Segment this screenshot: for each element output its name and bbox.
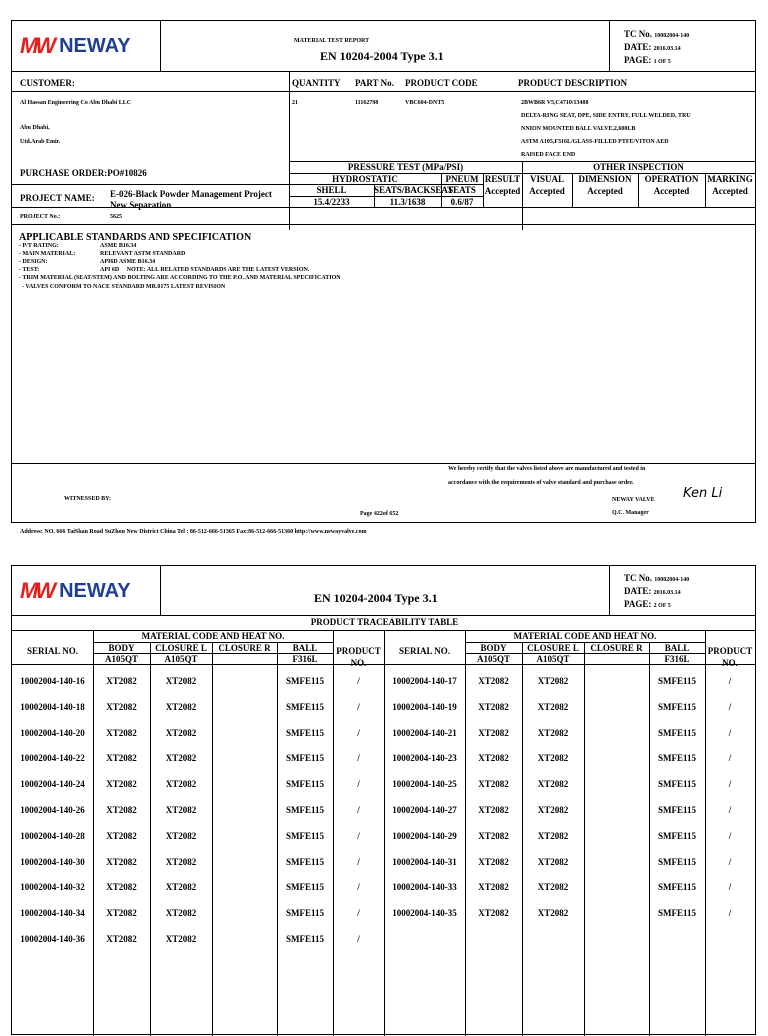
table-cell-serial: 10002004-140-26 (20, 805, 85, 815)
table-cell-product: / (728, 676, 732, 686)
table-cell-product: / (357, 805, 360, 815)
table-cell-body: XT2082 (106, 856, 137, 867)
result-value: Accepted (484, 186, 521, 196)
table-cell-product: / (357, 934, 360, 944)
project-name-line-2: New Separation (110, 200, 172, 210)
table-cell-ball: SMFE115 (285, 779, 324, 790)
visual-value: Accepted (529, 186, 565, 196)
neway-logo (20, 29, 131, 63)
table-cell-closure-l: XT2082 (165, 753, 197, 764)
column-material-closure-l-left: A105QT (164, 654, 198, 664)
column-header-body-left: BODY (108, 643, 135, 653)
product-description-line-4: ASTM A105,F316L/GLASS-FILLED PTFE/VITON AED (521, 139, 669, 145)
spec-rating-value: ASME B16.34 (100, 243, 137, 249)
table-cell-ball: SMFE115 (657, 908, 696, 919)
table-cell-product: / (728, 856, 732, 867)
table-cell-serial: 10002004-140-28 (20, 830, 85, 841)
table-cell-ball: SMFE115 (285, 676, 324, 686)
table-cell-ball: SMFE115 (285, 805, 324, 815)
table-cell-ball: SMFE115 (657, 727, 696, 738)
result-label: RESULT (484, 174, 521, 184)
table-cell-product: / (728, 753, 732, 764)
table-cell-body: XT2082 (478, 856, 509, 867)
table-cell-serial: 10002004-140-22 (20, 753, 85, 764)
product-code-label: PRODUCT CODE (405, 78, 478, 88)
table-cell-closure-l: XT2082 (537, 753, 569, 764)
column-header-closure-l-left: CLOSURE L (155, 643, 207, 653)
company-address: Address: NO. 666 TaiShan Road SuZhou New District China Tel : 86-512-666-51365 Fax:86-512-666-51360 http://www.newayvalve.com (20, 529, 367, 535)
serial-no-header-left: SERIAL NO. (26, 646, 79, 656)
table-cell-serial: 10002004-140-20 (20, 727, 85, 738)
product-no-header-left: NO. (350, 658, 367, 668)
table-cell-ball: SMFE115 (657, 882, 696, 893)
table-cell-body: XT2082 (478, 753, 509, 764)
spec-test-value: API 6D NOTE: ALL RELATED STANDARDS ARE THE LATEST VERSION. (100, 267, 310, 273)
seats-backseat-label: SEATS/BACKSEAT (374, 185, 454, 195)
table-cell-serial: 10002004-140-18 (20, 701, 85, 712)
table-cell-ball: SMFE115 (285, 830, 324, 841)
table-cell-serial: 10002004-140-33 (392, 882, 457, 893)
table-cell-product: / (728, 727, 732, 738)
spec-test-label: - TEST: (19, 267, 40, 273)
report-standard: EN 10204-2004 Type 3.1 (314, 591, 438, 605)
page-number: PAGE: 2 OF 5 (624, 599, 671, 609)
table-cell-ball: SMFE115 (285, 753, 324, 764)
product-no-header-right: NO. (722, 658, 738, 668)
spec-nace-line: - VALVES CONFORM TO NACE STANDARD MR.0175 LATEST REVISION (19, 284, 226, 290)
column-material-ball-left: F316L (292, 654, 318, 664)
spec-trim-line: - TRIM MATERIAL (SEAT/STEM) AND BOLTING ARE ACCORDING TO THE P.O. AND MATERIAL SPECIFICATION (19, 275, 341, 281)
table-cell-serial: 10002004-140-30 (20, 856, 85, 867)
table-cell-serial: 10002004-140-25 (392, 779, 457, 790)
table-cell-ball: SMFE115 (657, 676, 696, 686)
table-cell-serial: 10002004-140-19 (392, 701, 457, 712)
customer-label: CUSTOMER: (20, 78, 75, 88)
project-name-line-1: E-026-Black Powder Management Project (110, 189, 272, 199)
table-cell-ball: SMFE115 (657, 701, 696, 712)
table-cell-product: / (728, 779, 732, 790)
table-cell-product: / (728, 805, 732, 815)
product-description-line-5: RAISED FACE END (521, 152, 576, 158)
product-description-line-2: DELTA-RING SEAT, DPE, SIDE ENTRY, FULL WELDED, TRU (521, 113, 691, 119)
table-cell-serial: 10002004-140-27 (392, 805, 457, 815)
neway-logo-mark: MW (20, 578, 54, 603)
table-cell-closure-l: XT2082 (165, 727, 197, 738)
report-standard: EN 10204-2004 Type 3.1 (320, 49, 444, 63)
table-cell-body: XT2082 (106, 882, 137, 893)
table-cell-body: XT2082 (106, 753, 137, 764)
product-description-line-1: 2BWB6R V5,C4710/13488 (521, 100, 589, 106)
table-cell-closure-l: XT2082 (165, 934, 197, 944)
project-no-label: PROJECT No.: (20, 214, 61, 220)
material-code-header-left: MATERIAL CODE AND HEAT NO. (141, 631, 285, 641)
table-cell-serial: 10002004-140-23 (392, 753, 457, 764)
table-cell-body: XT2082 (106, 779, 137, 790)
table-cell-ball: SMFE115 (657, 753, 696, 764)
table-cell-product: / (728, 882, 732, 893)
table-cell-product: / (357, 779, 360, 790)
table-cell-ball: SMFE115 (657, 830, 696, 841)
table-cell-ball: SMFE115 (285, 701, 324, 712)
table-cell-serial: 10002004-140-21 (392, 727, 457, 738)
table-cell-product: / (357, 701, 360, 712)
table-cell-product: / (357, 882, 360, 893)
table-cell-serial: 10002004-140-17 (392, 676, 457, 686)
table-cell-ball: SMFE115 (285, 882, 324, 893)
table-cell-body: XT2082 (478, 830, 509, 841)
spec-design-value: API6D ASME B16.34 (100, 259, 156, 265)
visual-label: VISUAL (529, 174, 564, 184)
dimension-label: DIMENSION (578, 174, 632, 184)
table-cell-product: / (357, 830, 360, 841)
project-name-label: PROJECT NAME: (20, 193, 95, 203)
table-cell-closure-l: XT2082 (537, 779, 569, 790)
qc-signature: Ken Li (683, 486, 723, 501)
seats-label: SEATS (448, 185, 476, 195)
table-cell-product: / (357, 753, 360, 764)
table-cell-serial: 10002004-140-16 (20, 676, 85, 686)
page-footer: Page 422of 652 (360, 511, 399, 517)
operation-label: OPERATION (644, 174, 699, 184)
table-cell-ball: SMFE115 (285, 727, 324, 738)
traceability-table-title: PRODUCT TRACEABILITY TABLE (310, 617, 459, 627)
purchase-order: PURCHASE ORDER:PO#10826 (20, 168, 147, 178)
traceability-table (12, 630, 755, 1036)
report-date: DATE: 2016.03.14 (624, 42, 681, 52)
pressure-test-label: PRESSURE TEST (MPa/PSI) (347, 162, 464, 172)
project-no-value: 5625 (110, 214, 122, 220)
table-cell-closure-l: XT2082 (537, 676, 569, 686)
shell-value: 15.4/2233 (313, 197, 350, 207)
company-name: NEWAY VALVE (612, 497, 655, 503)
product-description-label: PRODUCT DESCRIPTION (518, 78, 628, 88)
dimension-value: Accepted (587, 186, 623, 196)
table-cell-closure-l: XT2082 (537, 830, 569, 841)
table-cell-product: / (357, 856, 360, 867)
table-cell-ball: SMFE115 (285, 934, 324, 944)
table-cell-body: XT2082 (478, 882, 509, 893)
table-cell-ball: SMFE115 (657, 856, 696, 867)
table-cell-product: / (357, 676, 360, 686)
table-cell-closure-l: XT2082 (537, 882, 569, 893)
table-cell-closure-l: XT2082 (537, 856, 569, 867)
table-cell-body: XT2082 (106, 830, 137, 841)
product-code-value: VBC604-DNT5 (405, 100, 445, 106)
table-cell-body: XT2082 (106, 934, 137, 944)
part-no-value: 11162798 (355, 100, 379, 106)
table-cell-closure-l: XT2082 (165, 701, 197, 712)
part-no-label: PART No. (355, 78, 394, 88)
tc-no: TC No. 10002004-140 (624, 573, 690, 583)
product-header-left: PRODUCT (336, 646, 381, 656)
product-header-right: PRODUCT (707, 646, 753, 656)
quantity-label: QUANTITY (292, 78, 341, 88)
table-cell-closure-l: XT2082 (537, 908, 569, 919)
certify-line-1: We hereby certify that the valves listed above are manufactured and tested in (448, 466, 646, 472)
operation-value: Accepted (653, 186, 690, 196)
table-cell-closure-l: XT2082 (537, 727, 569, 738)
table-cell-closure-l: XT2082 (165, 830, 197, 841)
table-cell-product: / (357, 727, 360, 738)
table-cell-closure-l: XT2082 (165, 779, 197, 790)
marking-label: MARKING (707, 174, 753, 184)
table-cell-body: XT2082 (106, 727, 137, 738)
customer-country: Utd.Arab Emir. (20, 139, 61, 145)
table-cell-closure-l: XT2082 (165, 882, 197, 893)
table-cell-product: / (728, 701, 732, 712)
table-cell-body: XT2082 (478, 908, 509, 919)
table-cell-closure-l: XT2082 (537, 805, 569, 815)
table-cell-body: XT2082 (106, 701, 137, 712)
quantity-value: 21 (292, 100, 298, 106)
shell-label: SHELL (316, 185, 347, 195)
report-date: DATE: 2016.03.14 (624, 586, 681, 596)
table-cell-product: / (728, 908, 732, 919)
column-header-ball-right: BALL (664, 643, 690, 653)
spec-material-value: RELEVANT ASTM STANDARD (100, 251, 186, 257)
neway-logo-word: NEWAY (59, 579, 131, 602)
report-page-1 (11, 20, 756, 523)
spec-design-label: - DESIGN: (19, 259, 48, 265)
column-material-body-left: A105QT (104, 654, 138, 664)
witnessed-by-label: WITNESSED BY: (64, 496, 111, 502)
column-header-closure-l-right: CLOSURE L (527, 643, 579, 653)
marking-value: Accepted (712, 186, 748, 196)
table-cell-serial: 10002004-140-36 (20, 934, 85, 944)
table-cell-product: / (357, 908, 360, 919)
column-material-ball-right: F316L (664, 654, 690, 664)
column-header-closure-r-left: CLOSURE R (218, 643, 271, 653)
table-cell-ball: SMFE115 (285, 908, 324, 919)
neway-logo-mark: MW (20, 33, 54, 58)
hydrostatic-label: HYDROSTATIC (332, 174, 398, 184)
table-cell-serial: 10002004-140-34 (20, 908, 85, 919)
table-cell-body: XT2082 (478, 779, 509, 790)
spec-rating-label: - P/T RATING: (19, 243, 59, 249)
column-material-body-right: A105QT (476, 654, 510, 664)
qc-manager-label: Q.C. Manager (612, 510, 649, 516)
table-cell-serial: 10002004-140-32 (20, 882, 85, 893)
column-header-ball-left: BALL (292, 643, 318, 653)
table-cell-closure-l: XT2082 (537, 701, 569, 712)
table-cell-serial: 10002004-140-24 (20, 779, 85, 790)
table-cell-body: XT2082 (106, 908, 137, 919)
table-cell-body: XT2082 (106, 676, 137, 686)
table-cell-closure-l: XT2082 (165, 676, 197, 686)
pneum-label: PNEUM (445, 174, 479, 184)
table-cell-closure-l: XT2082 (165, 856, 197, 867)
table-cell-body: XT2082 (478, 727, 509, 738)
column-header-body-right: BODY (480, 643, 507, 653)
table-cell-body: XT2082 (478, 676, 509, 686)
table-cell-ball: SMFE115 (657, 779, 696, 790)
seats-value: 0.6/87 (450, 197, 474, 207)
report-label: MATERIAL TEST REPORT (294, 38, 370, 44)
certify-line-2: accordance with the requirements of valve standard and purchase order. (448, 480, 634, 486)
standards-title: APPLICABLE STANDARDS AND SPECIFICATION (19, 232, 252, 243)
table-cell-body: XT2082 (478, 805, 509, 815)
serial-no-header-right: SERIAL NO. (398, 646, 451, 656)
material-code-header-right: MATERIAL CODE AND HEAT NO. (513, 631, 657, 641)
table-cell-ball: SMFE115 (657, 805, 696, 815)
report-page-2 (11, 565, 756, 1035)
table-cell-product: / (728, 830, 732, 841)
table-cell-serial: 10002004-140-31 (392, 856, 457, 867)
other-inspection-label: OTHER INSPECTION (593, 162, 684, 172)
tc-no: TC No. 10002004-140 (624, 29, 690, 39)
table-cell-serial: 10002004-140-35 (392, 908, 457, 919)
column-header-closure-r-right: CLOSURE R (590, 643, 643, 653)
neway-logo (20, 574, 131, 608)
table-cell-body: XT2082 (478, 701, 509, 712)
table-cell-closure-l: XT2082 (165, 805, 197, 815)
table-cell-body: XT2082 (106, 805, 137, 815)
table-cell-ball: SMFE115 (285, 856, 324, 867)
table-cell-closure-l: XT2082 (165, 908, 197, 919)
neway-logo-word: NEWAY (59, 34, 131, 57)
spec-material-label: - MAIN MATERIAL: (19, 251, 76, 257)
customer-city: Abu Dhabi, (20, 125, 50, 131)
column-material-closure-l-right: A105QT (536, 654, 570, 664)
product-description-line-3: NNION MOUNTED BALL VALVE,2,600LB (521, 126, 636, 132)
page-number: PAGE: 1 OF 5 (624, 55, 671, 65)
customer-name: Al Hassan Engineering Co Abu Dhabi LLC (20, 100, 132, 106)
seats-backseat-value: 11.3/1638 (389, 197, 426, 207)
table-cell-serial: 10002004-140-29 (392, 830, 457, 841)
